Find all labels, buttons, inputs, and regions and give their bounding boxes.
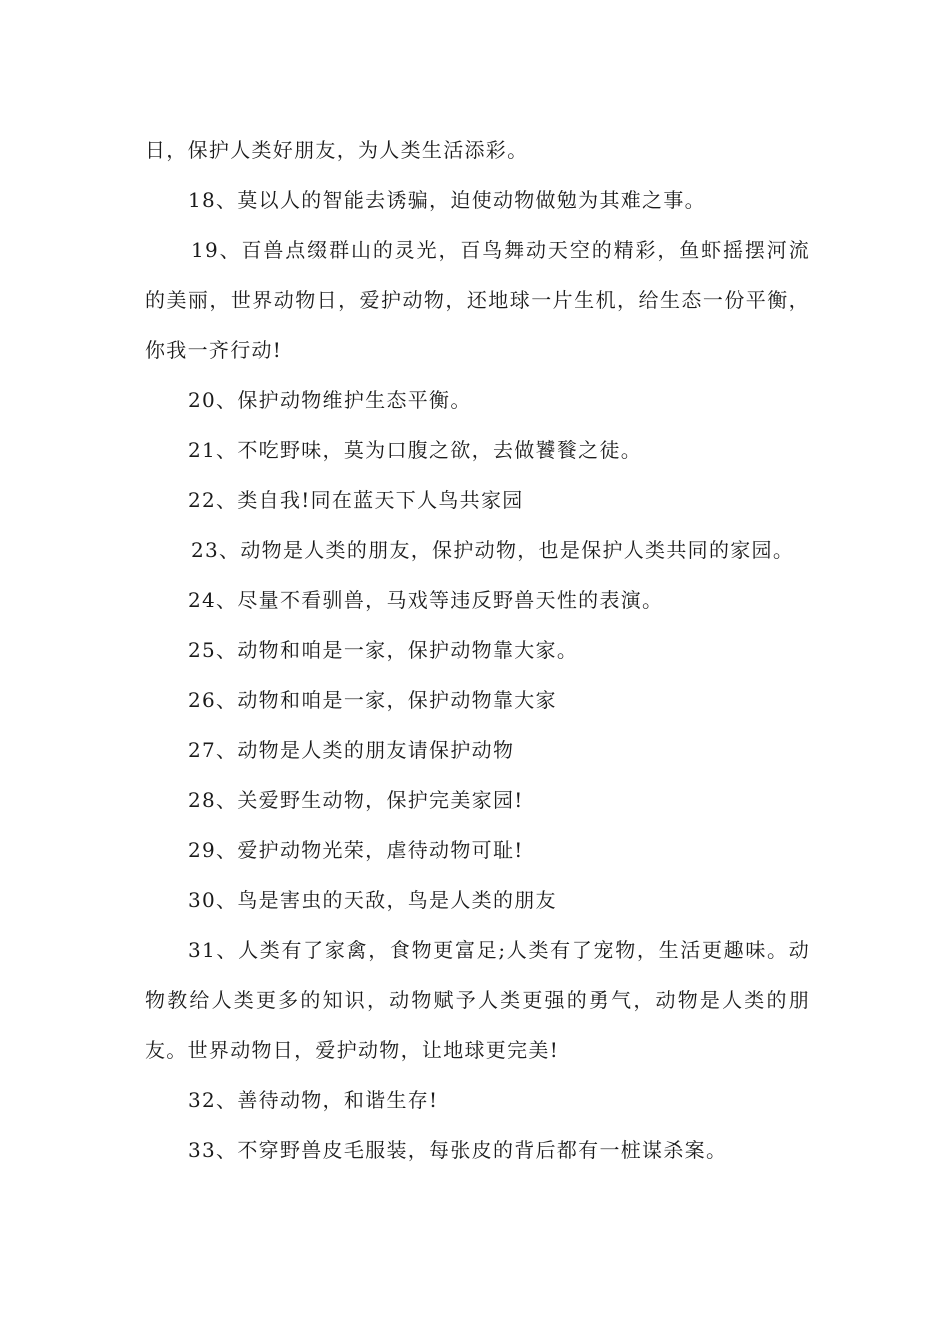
paragraph-27: 27、动物是人类的朋友请保护动物 [188,738,515,762]
paragraph-19: 19、百兽点缀群山的灵光，百鸟舞动天空的精彩，鱼虾摇摆河流的美丽，世界动物日，爱护动物，还地球一片生机，给生态一份平衡，你我一齐行动! [145,238,810,362]
paragraph-28: 28、关爱野生动物，保护完美家园! [188,788,524,812]
paragraph-21: 21、不吃野味，莫为口腹之欲，去做饕餮之徒。 [188,438,643,462]
paragraph-continuation: 日，保护人类好朋友，为人类生活添彩。 [145,138,529,162]
paragraph-18: 18、莫以人的智能去诱骗，迫使动物做勉为其难之事。 [188,188,706,212]
paragraph-32: 32、善待动物，和谐生存! [188,1088,439,1112]
paragraph-26: 26、动物和咱是一家，保护动物靠大家 [188,688,557,712]
paragraph-22: 22、类自我!同在蓝天下人鸟共家园 [188,488,524,512]
paragraph-33: 33、不穿野兽皮毛服装，每张皮的背后都有一桩谋杀案。 [188,1138,728,1162]
paragraph-20: 20、保护动物维护生态平衡。 [188,388,472,412]
paragraph-30: 30、鸟是害虫的天敌，鸟是人类的朋友 [188,888,557,912]
paragraph-31: 31、人类有了家禽，食物更富足;人类有了宠物，生活更趣味。动物教给人类更多的知识，动物赋予人类更强的勇气，动物是人类的朋友。世界动物日，爱护动物，让地球更完美! [145,938,810,1062]
paragraph-29: 29、爱护动物光荣，虐待动物可耻! [188,838,524,862]
paragraph-24: 24、尽量不看驯兽，马戏等违反野兽天性的表演。 [188,588,664,612]
paragraph-23: 23、动物是人类的朋友，保护动物，也是保护人类共同的家园。 [191,538,795,562]
paragraph-25: 25、动物和咱是一家，保护动物靠大家。 [188,638,579,662]
document-body [145,125,810,1175]
